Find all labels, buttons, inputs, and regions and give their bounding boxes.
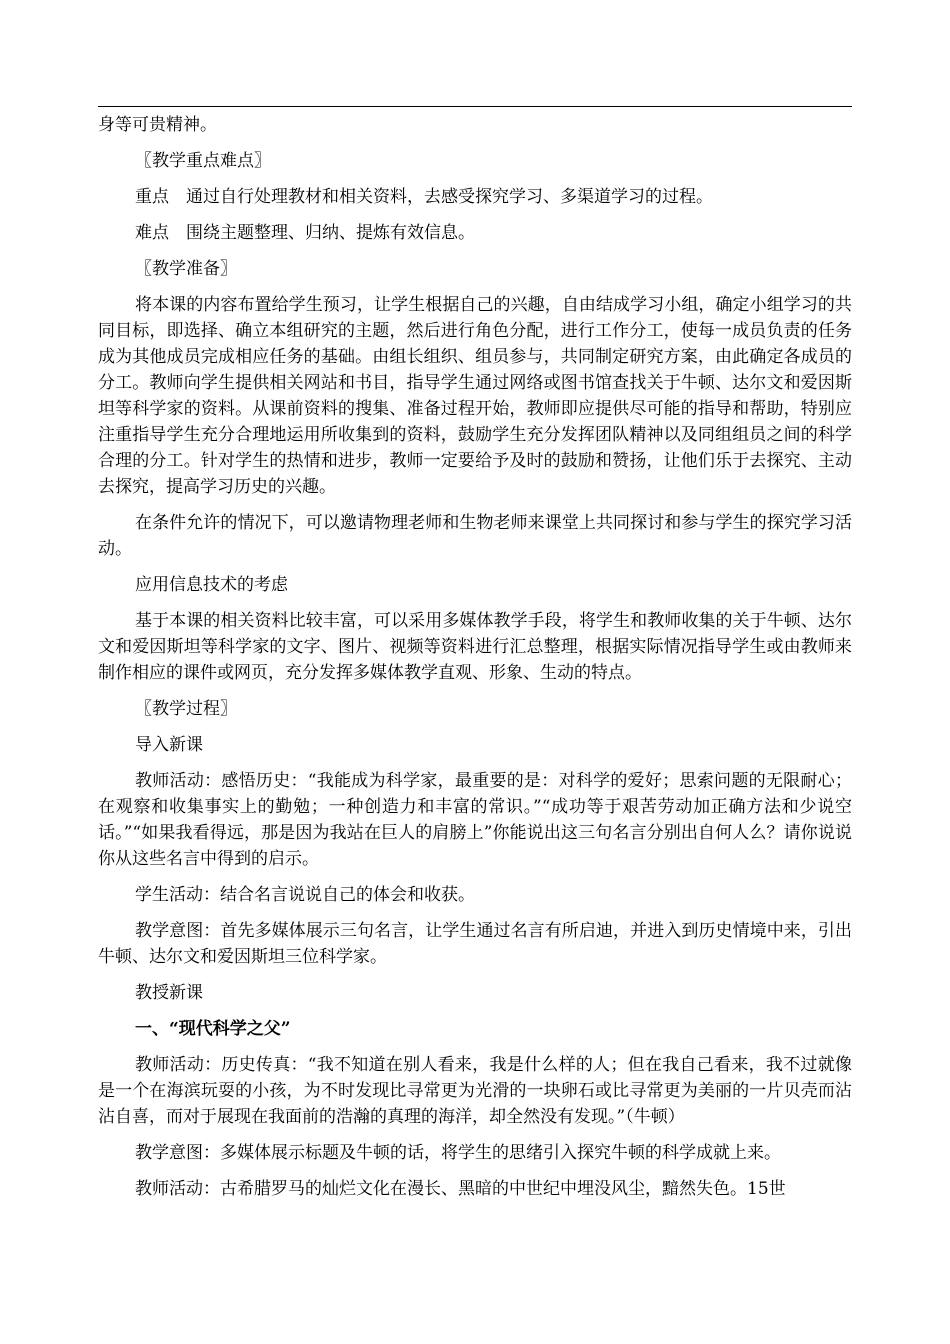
paragraph-teacher-activity-quotes: 教师活动：感悟历史：“我能成为科学家，最重要的是：对科学的爱好；思索问题的无限耐心；在观察和收集事实上的勤勉；一种创造力和丰富的常识。”“成功等于艰苦劳动加正确方法和少说空话。”“如果我看得远，那是因为我站在巨人的肩膀上”你能说出这三句名言分别出自何人么？请你说说你从这些名言中得到的启示。	[98, 771, 852, 869]
paragraph-difficult-point: 难点 围绕主题整理、归纳、提炼有效信息。	[135, 223, 475, 243]
subheading-introduction: 导入新课	[135, 735, 203, 755]
paragraph-continuation: 身等可贵精神。	[98, 115, 217, 135]
paragraph-student-activity: 学生活动：结合名言说说自己的体会和收获。	[135, 885, 475, 905]
paragraph-teacher-activity-history: 教师活动：古希腊罗马的灿烂文化在漫长、黑暗的中世纪中埋没风尘，黯然失色。15世	[135, 1179, 786, 1199]
paragraph-newton-intent: 教学意图：多媒体展示标题及牛顿的话，将学生的思绪引入探究牛顿的科学成就上来。	[135, 1143, 781, 1163]
paragraph-key-point: 重点 通过自行处理教材和相关资料，去感受探究学习、多渠道学习的过程。	[135, 187, 713, 207]
header-rule	[98, 106, 852, 107]
subheading-it-considerations: 应用信息技术的考虑	[135, 575, 288, 595]
document-body	[98, 112, 852, 1212]
paragraph-newton-quote: 教师活动：历史传真：“我不知道在别人看来，我是什么样的人；但在我自己看来，我不过就像是一个在海滨玩耍的小孩，为不时发现比寻常更为光滑的一块卵石或比寻常更为美丽的一片贝壳而沾沾自喜，而对于展现在我面前的浩瀚的真理的海洋，却全然没有发现。”（牛顿）	[98, 1055, 852, 1127]
paragraph-preparation: 将本课的内容布置给学生预习，让学生根据自己的兴趣，自由结成学习小组，确定小组学习的共同目标，即选择、确立本组研究的主题，然后进行角色分配，进行工作分工，使每一成员负责的任务成为其他成员完成相应任务的基础。由组长组织、组员参与，共同制定研究方案，由此确定各成员的分工。教师向学生提供相关网站和书目，指导学生通过网络或图书馆查找关于牛顿、达尔文和爱因斯坦等科学家的资料。从课前资料的搜集、准备过程开始，教师即应提供尽可能的指导和帮助，特别应注重指导学生充分合理地运用所收集到的资料，鼓励学生充分发挥团队精神以及同组组员之间的科学合理的分工。针对学生的热情和进步，教师一定要给予及时的鼓励和赞扬，让他们乐于去探究、主动去探究，提高学习历史的兴趣。	[98, 295, 852, 497]
paragraph-multimedia: 基于本课的相关资料比较丰富，可以采用多媒体教学手段，将学生和教师收集的关于牛顿、达尔文和爱因斯坦等科学家的文字、图片、视频等资料进行汇总整理，根据实际情况指导学生或由教师来制作相应的课件或网页，充分发挥多媒体教学直观、形象、生动的特点。	[98, 611, 852, 683]
section-heading-preparation: 〖教学准备〗	[135, 259, 237, 279]
paragraph-conditions: 在条件允许的情况下，可以邀请物理老师和生物老师来课堂上共同探讨和参与学生的探究学习活动。	[98, 513, 852, 559]
subheading-new-lesson: 教授新课	[135, 983, 203, 1003]
section-heading-process: 〖教学过程〗	[135, 699, 237, 719]
section-heading-key-points: 〖教学重点难点〗	[135, 151, 271, 171]
section-title-newton: 一、“现代科学之父”	[135, 1019, 291, 1039]
paragraph-teaching-intent: 教学意图：首先多媒体展示三句名言，让学生通过名言有所启迪，并进入到历史情境中来，引出牛顿、达尔文和爱因斯坦三位科学家。	[98, 921, 852, 967]
